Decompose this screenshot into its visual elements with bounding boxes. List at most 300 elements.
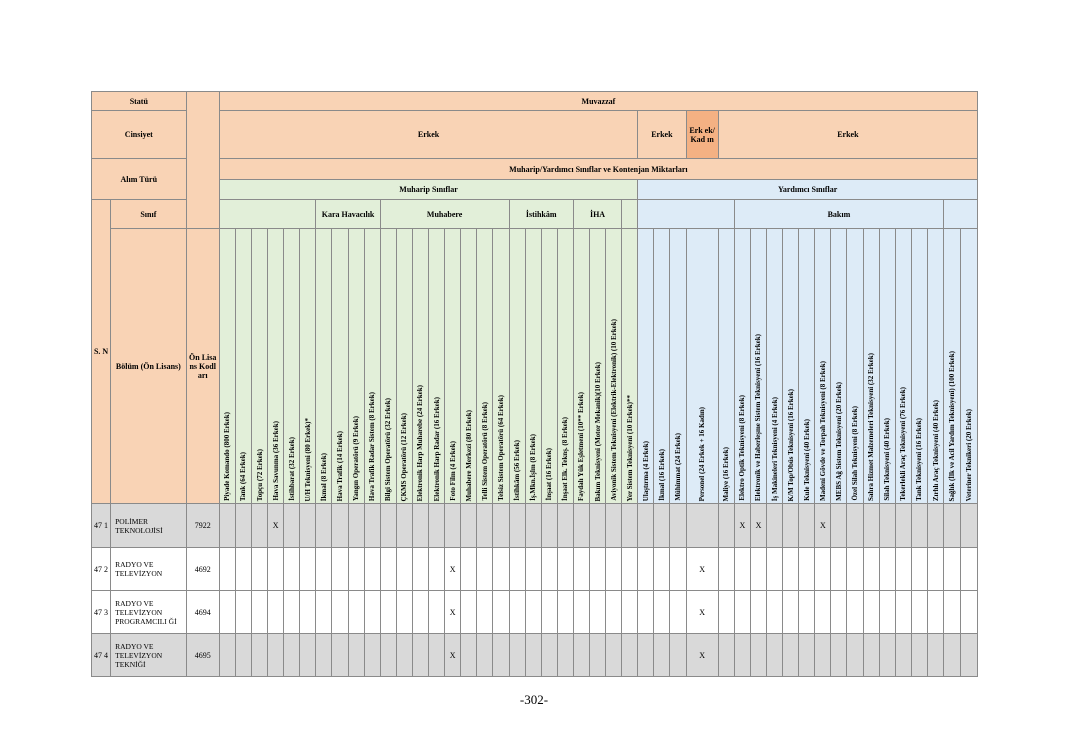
column-header-label: Personel (24 Erkek + 16 Kadın) bbox=[698, 406, 707, 501]
empty-cell bbox=[316, 634, 332, 677]
row-bolum: RADYO VE TELEVİZYON PROGRAMCILI Ğİ bbox=[111, 591, 187, 634]
empty-cell bbox=[847, 548, 863, 591]
empty-cell bbox=[686, 504, 718, 548]
column-header-label: Hava Trafik (14 Erkek) bbox=[336, 430, 345, 501]
column-header bbox=[477, 229, 493, 504]
empty-cell bbox=[961, 504, 978, 548]
empty-cell bbox=[718, 548, 734, 591]
mark-cell: X bbox=[445, 634, 461, 677]
empty-cell bbox=[670, 548, 686, 591]
row-sn: 47 3 bbox=[92, 591, 111, 634]
kara-havacilik-group: Kara Havacılık bbox=[316, 200, 380, 229]
empty-cell bbox=[252, 504, 268, 548]
empty-cell bbox=[573, 634, 589, 677]
column-header bbox=[573, 229, 589, 504]
column-header-label: Yer Sistem Teknisyeni (10 Erkek)** bbox=[625, 394, 634, 501]
row-bolum: POLİMER TEKNOLOJİSİ bbox=[111, 504, 187, 548]
empty-cell bbox=[235, 634, 251, 677]
iha-group: İHA bbox=[573, 200, 621, 229]
empty-cell bbox=[429, 504, 445, 548]
column-header-label: Aviyonik Sistem Teknisyeni (Elektrik-Elektronik) (10 Erkek) bbox=[609, 319, 618, 501]
empty-cell bbox=[332, 591, 348, 634]
empty-cell bbox=[944, 634, 961, 677]
empty-cell bbox=[654, 634, 670, 677]
empty-cell bbox=[670, 634, 686, 677]
column-header bbox=[252, 229, 268, 504]
empty-cell bbox=[348, 634, 364, 677]
column-header-label: Hava Trafik Radar Sistem (8 Erkek) bbox=[368, 391, 377, 501]
mark-cell: X bbox=[268, 504, 284, 548]
empty-cell bbox=[380, 591, 396, 634]
empty-cell bbox=[364, 548, 380, 591]
empty-cell bbox=[895, 634, 911, 677]
column-header bbox=[300, 229, 316, 504]
empty-cell bbox=[606, 634, 622, 677]
table-row bbox=[92, 504, 978, 548]
empty-cell bbox=[557, 591, 573, 634]
empty-cell bbox=[461, 548, 477, 591]
empty-cell bbox=[509, 504, 525, 548]
empty-cell bbox=[268, 548, 284, 591]
empty-cell bbox=[284, 548, 300, 591]
row-sn: 47 4 bbox=[92, 634, 111, 677]
empty-cell bbox=[783, 634, 799, 677]
empty-cell bbox=[364, 591, 380, 634]
column-header bbox=[718, 229, 734, 504]
empty-cell bbox=[589, 591, 605, 634]
sinif-label: Sınıf bbox=[111, 200, 187, 229]
mark-cell: X bbox=[686, 548, 718, 591]
empty-cell bbox=[429, 548, 445, 591]
empty-cell bbox=[847, 591, 863, 634]
empty-cell bbox=[300, 591, 316, 634]
empty-cell bbox=[573, 591, 589, 634]
empty-cell bbox=[638, 634, 654, 677]
empty-cell bbox=[622, 504, 638, 548]
empty-cell bbox=[831, 504, 847, 548]
empty-cell bbox=[815, 591, 831, 634]
sn-label: S. N bbox=[92, 200, 111, 504]
column-header-label: Maliye (16 Erkek) bbox=[722, 446, 731, 501]
empty-cell bbox=[638, 591, 654, 634]
column-header-label: Muhabere Merkezi (80 Erkek) bbox=[464, 409, 473, 501]
empty-cell bbox=[879, 634, 895, 677]
empty-cell bbox=[622, 548, 638, 591]
table-row bbox=[92, 634, 978, 677]
empty-cell bbox=[589, 548, 605, 591]
column-header bbox=[493, 229, 509, 504]
empty-cell bbox=[461, 504, 477, 548]
column-header bbox=[734, 229, 750, 504]
column-header bbox=[429, 229, 445, 504]
empty-cell bbox=[767, 548, 783, 591]
column-header bbox=[412, 229, 428, 504]
mark-cell: X bbox=[734, 504, 750, 548]
column-header-label: K/M Top/Obüs Teknisyeni (16 Erkek) bbox=[786, 388, 795, 501]
empty-cell bbox=[477, 634, 493, 677]
column-header-label: ÇKMS Operatörü (12 Erkek) bbox=[400, 412, 409, 501]
empty-cell bbox=[300, 504, 316, 548]
column-header bbox=[219, 229, 235, 504]
empty-cell bbox=[734, 591, 750, 634]
empty-cell bbox=[767, 591, 783, 634]
empty-cell bbox=[557, 504, 573, 548]
column-header bbox=[622, 229, 638, 504]
empty-cell bbox=[219, 591, 235, 634]
empty-cell bbox=[799, 504, 815, 548]
row-kod: 4695 bbox=[186, 634, 219, 677]
row-kod: 4694 bbox=[186, 591, 219, 634]
column-header bbox=[445, 229, 461, 504]
empty-cell bbox=[927, 548, 943, 591]
empty-cell bbox=[815, 634, 831, 677]
muhabere-group: Muhabere bbox=[380, 200, 509, 229]
column-header bbox=[589, 229, 605, 504]
empty-cell bbox=[525, 504, 541, 548]
table-row bbox=[92, 591, 978, 634]
column-header bbox=[847, 229, 863, 504]
column-header-label: İnşaat (16 Erkek) bbox=[545, 448, 554, 501]
empty-cell bbox=[927, 591, 943, 634]
row-kod: 4692 bbox=[186, 548, 219, 591]
empty-cell bbox=[863, 504, 879, 548]
muharip-blank-end bbox=[622, 200, 638, 229]
empty-cell bbox=[364, 504, 380, 548]
empty-cell bbox=[493, 504, 509, 548]
column-header bbox=[654, 229, 670, 504]
empty-cell bbox=[863, 548, 879, 591]
column-header-label: Madeni Gövde ve Torpah Teknisyeni (8 Erkek) bbox=[818, 360, 827, 501]
empty-cell bbox=[445, 504, 461, 548]
empty-cell bbox=[961, 634, 978, 677]
row-kod: 7922 bbox=[186, 504, 219, 548]
column-header bbox=[316, 229, 332, 504]
empty-cell bbox=[557, 634, 573, 677]
empty-cell bbox=[799, 634, 815, 677]
yardimci-blank-group bbox=[638, 200, 735, 229]
column-header bbox=[895, 229, 911, 504]
empty-cell bbox=[493, 548, 509, 591]
column-header bbox=[911, 229, 927, 504]
empty-cell bbox=[589, 504, 605, 548]
gender-erkek-kadin: Erk ek/ Kad ın bbox=[686, 111, 718, 159]
column-header-label: Piyade Komando (800 Erkek) bbox=[223, 412, 232, 501]
empty-cell bbox=[638, 548, 654, 591]
column-header-label: Telli Sistem Operatörü (8 Erkek) bbox=[480, 402, 489, 501]
empty-cell bbox=[622, 591, 638, 634]
empty-cell bbox=[847, 504, 863, 548]
empty-cell bbox=[252, 591, 268, 634]
empty-cell bbox=[509, 548, 525, 591]
empty-cell bbox=[750, 591, 766, 634]
column-header-label: Telsiz Sistem Operatörü (64 Erkek) bbox=[496, 395, 505, 501]
empty-cell bbox=[654, 548, 670, 591]
empty-cell bbox=[380, 548, 396, 591]
empty-cell bbox=[461, 634, 477, 677]
mark-cell: X bbox=[686, 634, 718, 677]
column-header bbox=[686, 229, 718, 504]
table-row bbox=[92, 548, 978, 591]
column-header bbox=[557, 229, 573, 504]
mark-cell: X bbox=[445, 548, 461, 591]
empty-cell bbox=[750, 548, 766, 591]
column-header-label: Zırhlı Araç Teknisyeni (40 Erkek) bbox=[931, 399, 940, 501]
empty-cell bbox=[944, 591, 961, 634]
column-header-label: İnşaat Elk. Teknş. (8 Erkek) bbox=[561, 416, 570, 501]
column-header-label: MEBS Ağ Sistem Teknisyeni (20 Erkek) bbox=[834, 382, 843, 501]
empty-cell bbox=[235, 548, 251, 591]
column-header-label: Sahra Hizmet Malzemeleri Teknisyeni (32 Erkek) bbox=[867, 353, 876, 501]
empty-cell bbox=[348, 504, 364, 548]
empty-cell bbox=[429, 591, 445, 634]
row-sn: 47 1 bbox=[92, 504, 111, 548]
column-header bbox=[670, 229, 686, 504]
yardimci-group-label: Yardımcı Sınıflar bbox=[638, 180, 978, 200]
empty-cell bbox=[895, 504, 911, 548]
column-header bbox=[863, 229, 879, 504]
column-header bbox=[461, 229, 477, 504]
empty-cell bbox=[348, 548, 364, 591]
empty-cell bbox=[364, 634, 380, 677]
empty-cell bbox=[879, 504, 895, 548]
empty-cell bbox=[895, 548, 911, 591]
column-header-label: İkmal (8 Erkek) bbox=[319, 452, 328, 501]
empty-cell bbox=[783, 591, 799, 634]
empty-cell bbox=[638, 504, 654, 548]
empty-cell bbox=[606, 591, 622, 634]
column-header-label: Yangın Operatörü (9 Erkek) bbox=[352, 416, 361, 501]
empty-cell bbox=[268, 634, 284, 677]
empty-cell bbox=[493, 634, 509, 677]
empty-cell bbox=[219, 634, 235, 677]
column-header-label: İstihbarat (32 Erkek) bbox=[287, 437, 296, 501]
empty-cell bbox=[412, 591, 428, 634]
empty-cell bbox=[412, 548, 428, 591]
page-number: -302- bbox=[519, 692, 549, 707]
empty-cell bbox=[911, 504, 927, 548]
empty-cell bbox=[961, 591, 978, 634]
empty-cell bbox=[911, 634, 927, 677]
muharip-blank-group bbox=[219, 200, 316, 229]
empty-cell bbox=[734, 634, 750, 677]
column-header bbox=[348, 229, 364, 504]
empty-cell bbox=[461, 591, 477, 634]
column-header-label: Tank Teknisyeni (16 Erkek) bbox=[915, 418, 924, 501]
column-header bbox=[831, 229, 847, 504]
empty-cell bbox=[541, 504, 557, 548]
column-header-label: Özel Silah Teknisyeni (8 Erkek) bbox=[851, 406, 860, 501]
empty-cell bbox=[396, 634, 412, 677]
empty-cell bbox=[219, 504, 235, 548]
empty-cell bbox=[509, 591, 525, 634]
empty-cell bbox=[573, 504, 589, 548]
column-header-label: Elektronik Harp Muharebe (24 Erkek) bbox=[416, 384, 425, 501]
column-header bbox=[396, 229, 412, 504]
empty-cell bbox=[606, 548, 622, 591]
empty-cell bbox=[718, 504, 734, 548]
empty-cell bbox=[879, 548, 895, 591]
empty-cell bbox=[477, 504, 493, 548]
column-header-label: Hava Savunma (36 Erkek) bbox=[271, 421, 280, 501]
empty-cell bbox=[429, 634, 445, 677]
quota-table bbox=[91, 91, 978, 677]
column-header bbox=[799, 229, 815, 504]
column-header bbox=[380, 229, 396, 504]
column-header-label: Tank (64 Erkek) bbox=[239, 451, 248, 501]
istihkam-group: İstihkâm bbox=[509, 200, 573, 229]
column-header-label: Elektronik Harp Radar (16 Erkek) bbox=[432, 396, 441, 501]
empty-cell bbox=[718, 634, 734, 677]
empty-cell bbox=[815, 548, 831, 591]
empty-cell bbox=[541, 634, 557, 677]
empty-cell bbox=[316, 591, 332, 634]
empty-cell bbox=[831, 591, 847, 634]
column-header-label: Elektro Optik Teknisyeni (8 Erkek) bbox=[738, 395, 747, 501]
empty-cell bbox=[525, 591, 541, 634]
gender-erkek-3: Erkek bbox=[718, 111, 977, 159]
empty-cell bbox=[316, 504, 332, 548]
kod-label: Ön Lisa ns Kodl arı bbox=[186, 229, 219, 504]
alim-turu-value: Muharip/Yardımcı Sınıflar ve Kontenjan Miktarları bbox=[219, 159, 977, 180]
empty-cell bbox=[750, 634, 766, 677]
empty-cell bbox=[799, 591, 815, 634]
empty-cell bbox=[606, 504, 622, 548]
empty-cell bbox=[927, 634, 943, 677]
column-header-label: U/H Teknisyeni (80 Erkek)* bbox=[303, 417, 312, 501]
empty-cell bbox=[767, 634, 783, 677]
empty-cell bbox=[895, 591, 911, 634]
column-header bbox=[235, 229, 251, 504]
empty-cell bbox=[412, 504, 428, 548]
alim-turu-label: Alım Türü bbox=[92, 159, 187, 200]
empty-cell bbox=[863, 591, 879, 634]
empty-cell bbox=[252, 634, 268, 677]
empty-cell bbox=[718, 591, 734, 634]
empty-cell bbox=[477, 591, 493, 634]
empty-cell bbox=[252, 548, 268, 591]
empty-cell bbox=[493, 591, 509, 634]
empty-cell bbox=[783, 504, 799, 548]
column-header bbox=[944, 229, 961, 504]
column-header-label: Veteriner Teknikeri (20 Erkek) bbox=[965, 408, 974, 501]
empty-cell bbox=[944, 548, 961, 591]
empty-cell bbox=[927, 504, 943, 548]
empty-cell bbox=[622, 634, 638, 677]
column-header-label: Ulaştırma (4 Erkek) bbox=[641, 440, 650, 501]
mark-cell: X bbox=[815, 504, 831, 548]
column-header-label: Kule Teknisyeni (40 Erkek) bbox=[802, 419, 811, 501]
empty-cell bbox=[879, 591, 895, 634]
column-header bbox=[509, 229, 525, 504]
mark-cell: X bbox=[445, 591, 461, 634]
column-header bbox=[284, 229, 300, 504]
empty-cell bbox=[863, 634, 879, 677]
empty-cell bbox=[348, 591, 364, 634]
column-header bbox=[638, 229, 654, 504]
empty-cell bbox=[235, 504, 251, 548]
empty-cell bbox=[284, 591, 300, 634]
empty-cell bbox=[831, 634, 847, 677]
empty-cell bbox=[589, 634, 605, 677]
empty-cell bbox=[316, 548, 332, 591]
empty-cell bbox=[573, 548, 589, 591]
column-header bbox=[961, 229, 978, 504]
empty-cell bbox=[380, 504, 396, 548]
empty-cell bbox=[332, 548, 348, 591]
column-header bbox=[783, 229, 799, 504]
column-header bbox=[815, 229, 831, 504]
empty-cell bbox=[847, 634, 863, 677]
column-header bbox=[364, 229, 380, 504]
cinsiyet-label: Cinsiyet bbox=[92, 111, 187, 159]
column-header-label: Bakım Teknisyeni (Motor Mekanik)(10 Erkek) bbox=[593, 361, 602, 501]
column-header bbox=[541, 229, 557, 504]
empty-cell bbox=[332, 504, 348, 548]
mark-cell: X bbox=[686, 591, 718, 634]
statu-value: Muvazzaf bbox=[219, 92, 977, 111]
empty-cell bbox=[799, 548, 815, 591]
column-header bbox=[332, 229, 348, 504]
column-header-label: Faydalı Yük Eşletmeni (10** Erkek) bbox=[577, 391, 586, 501]
column-header-label: Tekerlekli Araç Teknisyeni (76 Erkek) bbox=[899, 387, 908, 501]
empty-cell bbox=[911, 548, 927, 591]
empty-cell bbox=[654, 591, 670, 634]
empty-cell bbox=[541, 548, 557, 591]
empty-cell bbox=[541, 591, 557, 634]
empty-cell bbox=[396, 548, 412, 591]
column-header-label: İş.Mkn.İşlm (8 Erkek) bbox=[529, 434, 538, 501]
column-header-label: Elektronik ve Haberleşme Sistem Teknisyeni (16 Erkek) bbox=[754, 333, 763, 501]
yardimci-blank-end bbox=[944, 200, 978, 229]
bakim-group: Bakım bbox=[734, 200, 943, 229]
gender-erkek-1: Erkek bbox=[219, 111, 637, 159]
column-header bbox=[927, 229, 943, 504]
empty-cell bbox=[396, 504, 412, 548]
empty-cell bbox=[477, 548, 493, 591]
column-header bbox=[767, 229, 783, 504]
empty-cell bbox=[219, 548, 235, 591]
empty-cell bbox=[767, 504, 783, 548]
empty-cell bbox=[525, 548, 541, 591]
empty-cell bbox=[509, 634, 525, 677]
row-sn: 47 2 bbox=[92, 548, 111, 591]
column-header-label: Silah Teknisyeni (40 Erkek) bbox=[883, 418, 892, 501]
empty-cell bbox=[961, 548, 978, 591]
empty-cell bbox=[300, 548, 316, 591]
empty-cell bbox=[831, 548, 847, 591]
column-header-label: İş Makineleri Teknisyeni (4 Erkek) bbox=[770, 396, 779, 501]
empty-cell bbox=[670, 591, 686, 634]
column-header-label: Sağlık (İlk ve Acil Yardım Teknisyeni) (100 Erkek) bbox=[948, 350, 957, 501]
column-header-label: Mühimmat (24 Erkek) bbox=[673, 433, 682, 501]
column-header-label: Bilgi Sistem Operatörü (32 Erkek) bbox=[384, 397, 393, 501]
column-header-label: İkmal (16 Erkek) bbox=[657, 449, 666, 501]
column-header-label: İstihkâm (56 Erkek) bbox=[513, 440, 522, 501]
column-header bbox=[525, 229, 541, 504]
empty-cell bbox=[235, 591, 251, 634]
row-bolum: RADYO VE TELEVİZYON bbox=[111, 548, 187, 591]
column-header bbox=[606, 229, 622, 504]
blank-header-cell bbox=[186, 92, 219, 229]
empty-cell bbox=[380, 634, 396, 677]
column-header bbox=[268, 229, 284, 504]
statu-label: Statü bbox=[92, 92, 187, 111]
empty-cell bbox=[412, 634, 428, 677]
empty-cell bbox=[654, 504, 670, 548]
empty-cell bbox=[300, 634, 316, 677]
bolum-label: Bölüm (Ön Lisans) bbox=[111, 229, 187, 504]
empty-cell bbox=[332, 634, 348, 677]
